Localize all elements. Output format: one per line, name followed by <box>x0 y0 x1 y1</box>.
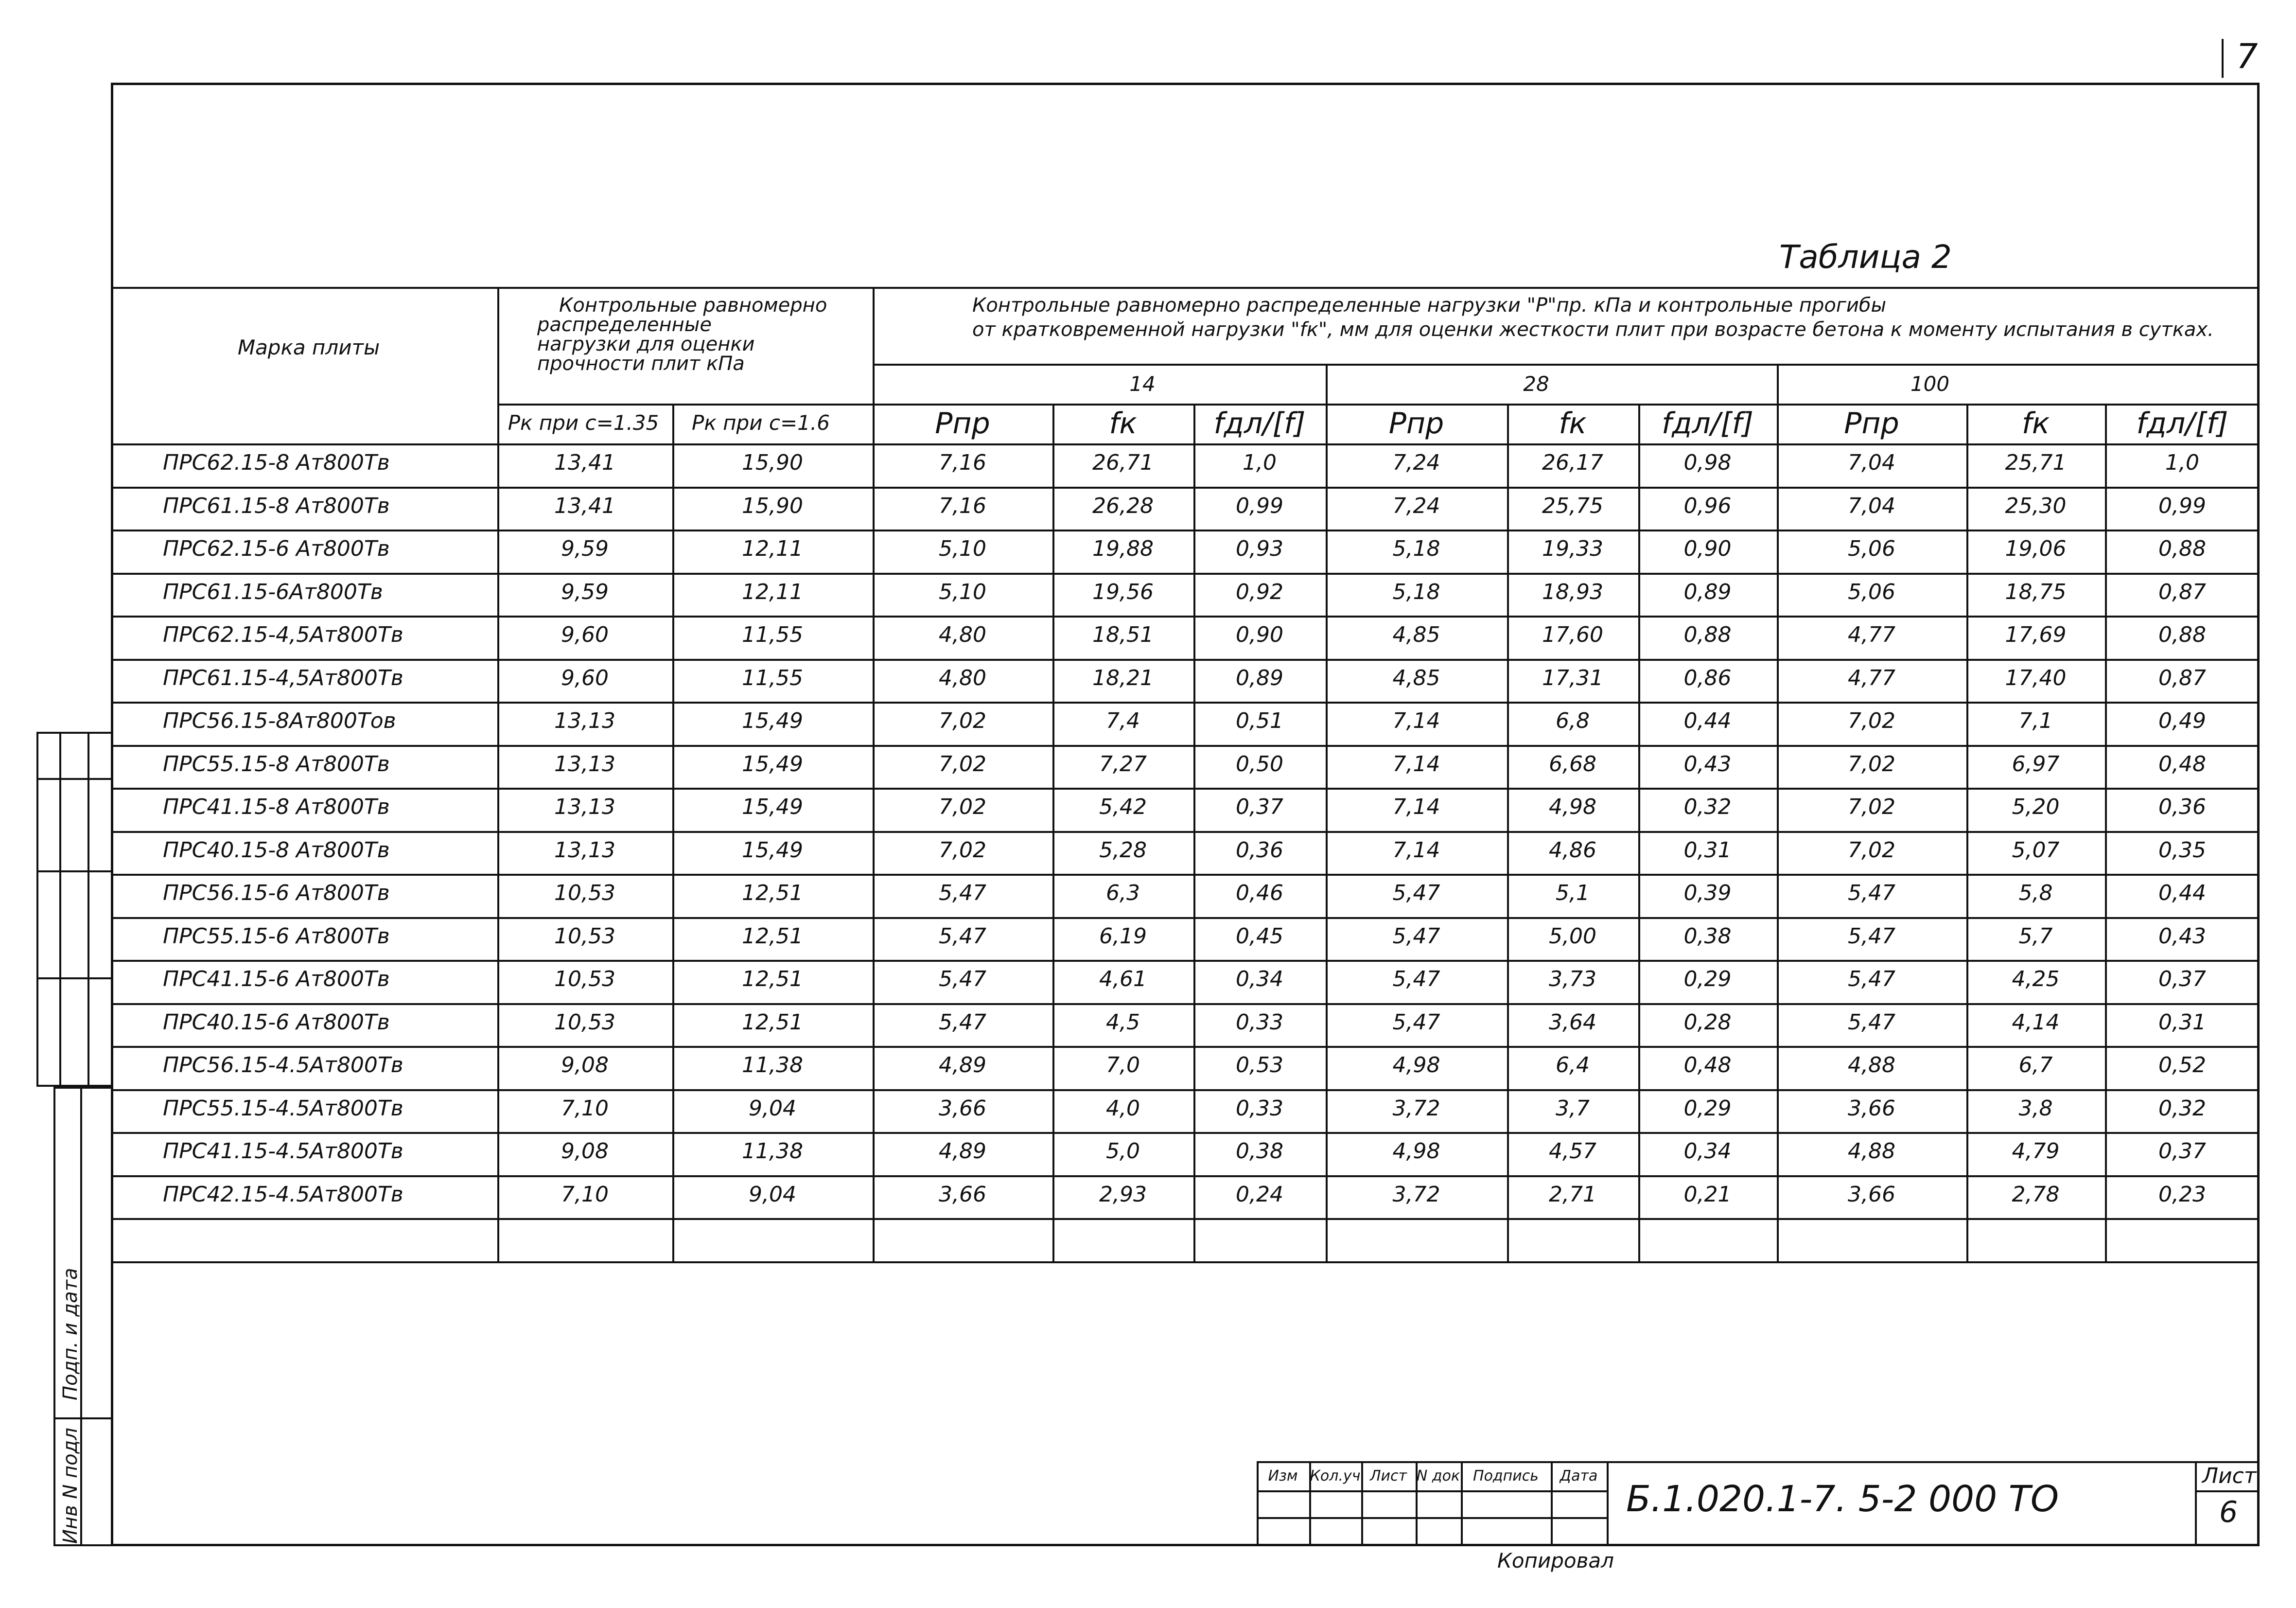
header-strength-3: прочности плит кПа <box>537 353 745 375</box>
table-cell: 17,31 <box>1542 665 1603 690</box>
table-cell: 3,7 <box>1556 1096 1590 1121</box>
title-block-col-label: Дата <box>1560 1467 1598 1484</box>
table-cell: 4,14 <box>2012 1009 2060 1035</box>
table-cell: 18,75 <box>2005 579 2067 604</box>
table-cell: 4,80 <box>939 665 986 690</box>
table-cell: 9,60 <box>561 622 609 647</box>
table-cell: 5,18 <box>1392 536 1440 561</box>
table-cell: 0,51 <box>1236 708 1283 733</box>
title-block-col-label: Лист <box>1369 1467 1407 1484</box>
table-cell: 4,57 <box>1549 1139 1596 1164</box>
table-cell: 19,33 <box>1542 536 1603 561</box>
table-cell: 4,88 <box>1848 1053 1895 1078</box>
table-cell: 0,21 <box>1683 1182 1732 1207</box>
subheader-line <box>497 404 2260 406</box>
table-cell: 12,51 <box>742 881 803 905</box>
subheader-f-dl: fдл/[f] <box>1213 406 1306 441</box>
table-cell: 9,60 <box>561 665 609 690</box>
table-cell: 0,49 <box>2158 708 2206 733</box>
table-cell: 5,06 <box>1848 536 1895 561</box>
table-cell: 17,40 <box>2005 665 2067 690</box>
table-cell: 0,50 <box>1236 751 1283 777</box>
table-cell: 4,86 <box>1549 837 1596 863</box>
table-cell: 7,10 <box>561 1096 609 1121</box>
row-line <box>111 1175 2260 1177</box>
table-cell: 9,04 <box>749 1182 796 1207</box>
row-mark: ПРС62.15-4,5Ат800Тв <box>163 622 403 647</box>
table-cell: 4,98 <box>1549 795 1596 819</box>
table-cell: 5,47 <box>1848 1009 1895 1035</box>
table-cell: 5,10 <box>939 579 986 604</box>
table-cell: 26,17 <box>1542 450 1603 475</box>
table-cell: 0,24 <box>1236 1182 1283 1207</box>
col-line <box>1966 404 1968 1261</box>
row-mark: ПРС42.15-4.5Ат800Тв <box>163 1182 403 1207</box>
table-cell: 7,02 <box>1848 751 1895 777</box>
table-cell: 10,53 <box>554 1009 615 1035</box>
table-cell: 4,5 <box>1106 1009 1140 1035</box>
row-mark: ПРС55.15-8 Ат800Тв <box>163 751 390 777</box>
title-block-col-line <box>1461 1461 1463 1546</box>
table-cell: 5,47 <box>1848 881 1895 905</box>
row-mark: ПРС55.15-6 Ат800Тв <box>163 923 390 949</box>
table-cell: 7,04 <box>1848 493 1895 518</box>
table-cell: 5,47 <box>1392 881 1440 905</box>
table-cell: 5,1 <box>1556 881 1590 905</box>
table-cell: 5,47 <box>1848 923 1895 949</box>
table-cell: 0,37 <box>1236 795 1283 819</box>
table-cell: 18,51 <box>1092 622 1154 647</box>
table-cell: 0,43 <box>1683 751 1732 777</box>
table-cell: 10,53 <box>554 967 615 991</box>
header-pk2: Рк при с=1.6 <box>692 411 830 435</box>
row-mark: ПРС61.15-4,5Ат800Тв <box>163 665 403 690</box>
table-cell: 12,51 <box>742 923 803 949</box>
table-cell: 25,30 <box>2005 493 2067 518</box>
table-cell: 0,88 <box>2158 536 2206 561</box>
table-cell: 4,0 <box>1106 1096 1140 1121</box>
col-line <box>2105 404 2107 1261</box>
table-cell: 0,31 <box>2158 1009 2206 1035</box>
row-line <box>111 917 2260 919</box>
header-strength-2: нагрузки для оценки <box>537 333 755 355</box>
table-cell: 0,98 <box>1683 450 1732 475</box>
table-cell: 15,49 <box>742 708 803 733</box>
table-cell: 3,66 <box>939 1096 986 1121</box>
table-cell: 0,87 <box>2158 579 2206 604</box>
row-line <box>111 1218 2260 1220</box>
table-cell: 0,99 <box>2158 493 2206 518</box>
row-line <box>111 702 2260 704</box>
row-mark: ПРС41.15-6 Ат800Тв <box>163 967 390 991</box>
table-cell: 0,45 <box>1236 923 1283 949</box>
table-cell: 0,38 <box>1236 1139 1283 1164</box>
table-cell: 6,4 <box>1556 1053 1590 1078</box>
side-stamp-upper <box>36 732 113 1087</box>
row-mark: ПРС62.15-6 Ат800Тв <box>163 536 390 561</box>
row-line <box>111 1261 2260 1263</box>
table-cell: 0,87 <box>2158 665 2206 690</box>
table-cell: 0,39 <box>1683 881 1732 905</box>
col-line <box>1777 364 1779 1261</box>
title-block-row-line <box>1257 1490 1607 1492</box>
table-cell: 11,38 <box>742 1139 803 1164</box>
table-cell: 19,88 <box>1092 536 1154 561</box>
table-cell: 7,02 <box>939 837 986 863</box>
table-cell: 5,00 <box>1549 923 1596 949</box>
col-line <box>1052 404 1054 1261</box>
table-cell: 0,31 <box>1683 837 1732 863</box>
table-cell: 7,24 <box>1392 493 1440 518</box>
table-cell: 26,71 <box>1092 450 1154 475</box>
subheader-f-dl: fдл/[f] <box>1661 406 1754 441</box>
col-line <box>1326 364 1328 1261</box>
row-mark: ПРС62.15-8 Ат800Тв <box>163 450 390 475</box>
table-cell: 0,90 <box>1683 536 1732 561</box>
table-cell: 5,47 <box>939 881 986 905</box>
row-mark: ПРС61.15-8 Ат800Тв <box>163 493 390 518</box>
table-cell: 5,0 <box>1106 1139 1140 1164</box>
title-block-col-line <box>1551 1461 1553 1546</box>
table-cell: 5,07 <box>2012 837 2060 863</box>
table-cell: 4,61 <box>1099 967 1147 991</box>
table-cell: 17,69 <box>2005 622 2067 647</box>
title-block-col-label: Изм <box>1268 1467 1298 1484</box>
subheader-p-pr: Рпр <box>935 406 990 441</box>
table-cell: 4,85 <box>1392 622 1440 647</box>
table-cell: 13,13 <box>554 751 615 777</box>
table-cell: 0,44 <box>2158 881 2206 905</box>
row-line <box>111 659 2260 661</box>
table-cell: 0,36 <box>1236 837 1283 863</box>
table-cell: 0,48 <box>2158 751 2206 777</box>
table-cell: 9,59 <box>561 579 609 604</box>
table-cell: 0,52 <box>2158 1053 2206 1078</box>
table-cell: 7,04 <box>1848 450 1895 475</box>
subheader-f-dl: fдл/[f] <box>2136 406 2228 441</box>
table-cell: 13,41 <box>554 450 615 475</box>
header-age-14: 14 <box>1129 372 1156 396</box>
table-cell: 4,25 <box>2012 967 2060 991</box>
row-line <box>111 1046 2260 1048</box>
table-cell: 0,37 <box>2158 967 2206 991</box>
table-cell: 13,41 <box>554 493 615 518</box>
table-cell: 9,59 <box>561 536 609 561</box>
table-cell: 7,16 <box>939 450 986 475</box>
table-cell: 2,71 <box>1549 1182 1596 1207</box>
row-mark: ПРС40.15-8 Ат800Тв <box>163 837 390 863</box>
table-cell: 3,66 <box>1848 1096 1895 1121</box>
sheet-label: Лист <box>2202 1464 2257 1488</box>
title-block-col-label: N док <box>1416 1467 1460 1484</box>
table-cell: 0,88 <box>1683 622 1732 647</box>
table-cell: 6,19 <box>1099 923 1147 949</box>
table-cell: 0,32 <box>1683 795 1732 819</box>
table-cell: 3,72 <box>1392 1096 1440 1121</box>
table-cell: 7,14 <box>1392 837 1440 863</box>
table-cell: 18,21 <box>1092 665 1154 690</box>
table-cell: 0,33 <box>1236 1009 1283 1035</box>
sheet-number: 6 <box>2219 1495 2238 1529</box>
table-cell: 2,78 <box>2012 1182 2060 1207</box>
table-cell: 19,56 <box>1092 579 1154 604</box>
table-cell: 0,32 <box>2158 1096 2206 1121</box>
table-cell: 19,06 <box>2005 536 2067 561</box>
table-cell: 5,47 <box>939 923 986 949</box>
table-cell: 15,49 <box>742 751 803 777</box>
title-block-col-label: Кол.уч <box>1310 1467 1361 1484</box>
table-cell: 0,28 <box>1683 1009 1732 1035</box>
table-cell: 5,47 <box>1392 967 1440 991</box>
row-line <box>111 1003 2260 1005</box>
table-cell: 5,47 <box>939 1009 986 1035</box>
table-cell: 0,34 <box>1683 1139 1732 1164</box>
page-number: 7 <box>2236 36 2258 76</box>
table-cell: 7,02 <box>939 795 986 819</box>
side-stamp-sign: Подп. и дата <box>59 1268 82 1400</box>
table-cell: 5,06 <box>1848 579 1895 604</box>
table-cell: 15,49 <box>742 837 803 863</box>
table-cell: 0,33 <box>1236 1096 1283 1121</box>
row-line <box>111 960 2260 962</box>
table-cell: 10,53 <box>554 923 615 949</box>
header-age-28: 28 <box>1523 372 1549 396</box>
table-cell: 4,85 <box>1392 665 1440 690</box>
col-line <box>873 287 875 1261</box>
table-cell: 0,36 <box>2158 795 2206 819</box>
table-cell: 0,29 <box>1683 967 1732 991</box>
table-cell: 7,02 <box>939 751 986 777</box>
table-cell: 3,73 <box>1549 967 1596 991</box>
table-cell: 13,13 <box>554 708 615 733</box>
table-cell: 13,13 <box>554 795 615 819</box>
table-cell: 0,23 <box>2158 1182 2206 1207</box>
title-block-col-line <box>1361 1461 1363 1546</box>
header-strength-0: Контрольные равномерно <box>559 294 827 317</box>
row-line <box>111 616 2260 618</box>
table-cell: 4,77 <box>1848 665 1895 690</box>
table-cell: 6,68 <box>1549 751 1596 777</box>
table-cell: 5,18 <box>1392 579 1440 604</box>
table-cell: 12,51 <box>742 1009 803 1035</box>
table-cell: 0,89 <box>1683 579 1732 604</box>
subheader-f-k: fк <box>1559 406 1587 441</box>
table-cell: 4,98 <box>1392 1053 1440 1078</box>
table-cell: 9,08 <box>561 1053 609 1078</box>
subheader-p-pr: Рпр <box>1388 406 1444 441</box>
table-cell: 0,90 <box>1236 622 1283 647</box>
table-cell: 0,43 <box>2158 923 2206 949</box>
table-cell: 7,1 <box>2018 708 2053 733</box>
table-cell: 11,55 <box>742 665 803 690</box>
table-cell: 0,86 <box>1683 665 1732 690</box>
table-top-line <box>111 287 2260 289</box>
col-line <box>1507 404 1509 1261</box>
table-cell: 0,93 <box>1236 536 1283 561</box>
table-cell: 7,02 <box>1848 795 1895 819</box>
table-cell: 15,90 <box>742 493 803 518</box>
table-cell: 13,13 <box>554 837 615 863</box>
row-line <box>111 831 2260 833</box>
row-line <box>111 530 2260 531</box>
table-cell: 5,47 <box>1392 1009 1440 1035</box>
table-cell: 0,89 <box>1236 665 1283 690</box>
subheader-p-pr: Рпр <box>1844 406 1899 441</box>
table-cell: 15,49 <box>742 795 803 819</box>
age-row-line <box>873 364 2260 366</box>
header-strength-1: распределенные <box>537 314 712 336</box>
table-cell: 0,92 <box>1236 579 1283 604</box>
row-line <box>111 573 2260 575</box>
table-cell: 0,88 <box>2158 622 2206 647</box>
table-cell: 0,99 <box>1236 493 1283 518</box>
table-cell: 1,0 <box>1243 450 1277 475</box>
table-cell: 0,38 <box>1683 923 1732 949</box>
subheader-f-k: fк <box>1109 406 1137 441</box>
table-cell: 5,47 <box>1848 967 1895 991</box>
row-line <box>111 487 2260 489</box>
row-line <box>111 745 2260 747</box>
row-mark: ПРС61.15-6Ат800Тв <box>163 579 383 604</box>
row-line <box>111 788 2260 790</box>
table-cell: 0,29 <box>1683 1096 1732 1121</box>
table-cell: 2,93 <box>1099 1182 1147 1207</box>
table-cell: 4,80 <box>939 622 986 647</box>
footer-copied: Копировал <box>1497 1549 1614 1573</box>
table-cell: 7,24 <box>1392 450 1440 475</box>
table-cell: 11,38 <box>742 1053 803 1078</box>
table-cell: 6,3 <box>1106 881 1140 905</box>
table-cell: 18,93 <box>1542 579 1603 604</box>
table-cell: 11,55 <box>742 622 803 647</box>
table-cell: 5,28 <box>1099 837 1147 863</box>
table-cell: 5,47 <box>939 967 986 991</box>
table-cell: 3,66 <box>1848 1182 1895 1207</box>
table-cell: 7,14 <box>1392 751 1440 777</box>
table-cell: 5,8 <box>2018 881 2053 905</box>
table-cell: 7,0 <box>1106 1053 1140 1078</box>
col-line <box>497 287 499 1261</box>
table-cell: 0,35 <box>2158 837 2206 863</box>
table-cell: 7,14 <box>1392 795 1440 819</box>
table-cell: 7,02 <box>939 708 986 733</box>
row-mark: ПРС56.15-6 Ат800Тв <box>163 881 390 905</box>
table-cell: 0,96 <box>1683 493 1732 518</box>
table-cell: 6,8 <box>1556 708 1590 733</box>
table-cell: 1,0 <box>2165 450 2199 475</box>
table-cell: 5,10 <box>939 536 986 561</box>
table-cell: 9,08 <box>561 1139 609 1164</box>
row-mark: ПРС41.15-8 Ат800Тв <box>163 795 390 819</box>
table-cell: 0,37 <box>2158 1139 2206 1164</box>
table-cell: 5,47 <box>1392 923 1440 949</box>
table-cell: 3,64 <box>1549 1009 1596 1035</box>
side-stamp-inv: Инв N подл <box>59 1428 82 1544</box>
table-cell: 0,46 <box>1236 881 1283 905</box>
col-line <box>672 404 674 1261</box>
header-age-100: 100 <box>1910 372 1950 396</box>
table-cell: 5,42 <box>1099 795 1147 819</box>
title-block-row-line <box>1257 1517 1607 1519</box>
table-cell: 17,60 <box>1542 622 1603 647</box>
table-cell: 0,48 <box>1683 1053 1732 1078</box>
table-cell: 25,75 <box>1542 493 1603 518</box>
row-mark: ПРС56.15-8Ат800Тов <box>163 708 396 733</box>
table-cell: 3,66 <box>939 1182 986 1207</box>
table-cell: 7,02 <box>1848 837 1895 863</box>
table-cell: 15,90 <box>742 450 803 475</box>
header-stiffness-0: Контрольные равномерно распределенные нагрузки "Р"пр. кПа и контрольные прогибы <box>972 294 1887 317</box>
header-stiffness-1: от кратковременной нагрузки "fк", мм для оценки жесткости плит при возрасте бетона к моменту испытания в сутках. <box>972 318 2214 341</box>
table-cell: 7,27 <box>1099 751 1147 777</box>
table-cell: 7,10 <box>561 1182 609 1207</box>
table-cell: 9,04 <box>749 1096 796 1121</box>
table-cell: 4,79 <box>2012 1139 2060 1164</box>
table-cell: 4,88 <box>1848 1139 1895 1164</box>
table-caption: Таблица 2 <box>1779 238 1952 276</box>
table-cell: 6,97 <box>2012 751 2060 777</box>
table-cell: 3,8 <box>2018 1096 2053 1121</box>
table-cell: 7,02 <box>1848 708 1895 733</box>
header-bottom-line <box>111 443 2260 445</box>
table-cell: 0,34 <box>1236 967 1283 991</box>
table-cell: 4,89 <box>939 1139 986 1164</box>
row-line <box>111 1132 2260 1134</box>
table-cell: 12,51 <box>742 967 803 991</box>
table-cell: 7,14 <box>1392 708 1440 733</box>
header-mark: Марка плиты <box>237 336 380 359</box>
table-cell: 12,11 <box>742 579 803 604</box>
table-cell: 4,98 <box>1392 1139 1440 1164</box>
table-cell: 10,53 <box>554 881 615 905</box>
row-mark: ПРС55.15-4.5Ат800Тв <box>163 1096 403 1121</box>
row-line <box>111 874 2260 876</box>
row-mark: ПРС56.15-4.5Ат800Тв <box>163 1053 403 1078</box>
table-cell: 5,7 <box>2018 923 2053 949</box>
table-cell: 5,20 <box>2012 795 2060 819</box>
table-cell: 7,16 <box>939 493 986 518</box>
row-line <box>111 1089 2260 1091</box>
table-cell: 4,77 <box>1848 622 1895 647</box>
table-cell: 7,4 <box>1106 708 1140 733</box>
col-line <box>1638 404 1640 1261</box>
row-mark: ПРС40.15-6 Ат800Тв <box>163 1009 390 1035</box>
table-cell: 6,7 <box>2018 1053 2053 1078</box>
table-cell: 25,71 <box>2005 450 2067 475</box>
row-mark: ПРС41.15-4.5Ат800Тв <box>163 1139 403 1164</box>
table-cell: 12,11 <box>742 536 803 561</box>
table-cell: 4,89 <box>939 1053 986 1078</box>
header-pk1: Рк при с=1.35 <box>508 411 659 435</box>
document-code: Б.1.020.1-7. 5-2 000 ТО <box>1626 1478 2059 1520</box>
table-cell: 0,44 <box>1683 708 1732 733</box>
table-cell: 0,53 <box>1236 1053 1283 1078</box>
subheader-f-k: fк <box>2021 406 2050 441</box>
title-block-col-label: Подпись <box>1473 1467 1539 1484</box>
col-line <box>1193 404 1195 1261</box>
table-cell: 26,28 <box>1092 493 1154 518</box>
table-cell: 3,72 <box>1392 1182 1440 1207</box>
